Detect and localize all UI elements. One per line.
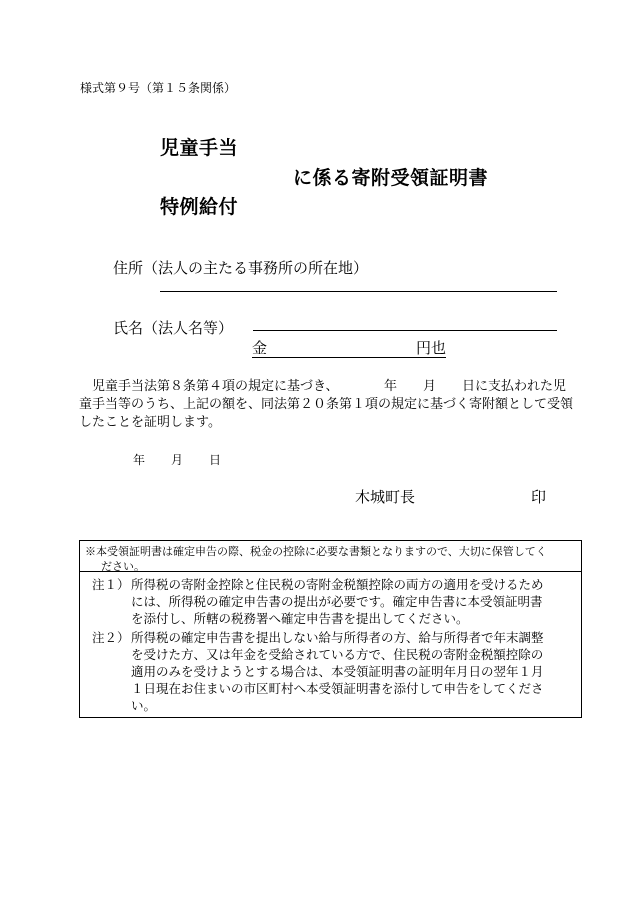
issue-date: [133, 451, 247, 468]
amount-suffix: 円也: [415, 339, 446, 357]
date-year: 年: [133, 453, 146, 467]
note-line: い。: [131, 698, 157, 713]
notes-box: [79, 540, 582, 718]
note-line: 所得税の寄附金控除と住民税の寄附金税額控除の両方の適用を受けるため: [131, 577, 544, 592]
form-number: 様式第９号（第１５条関係）: [80, 81, 237, 95]
name-line[interactable]: [253, 330, 557, 331]
address-line[interactable]: [160, 291, 557, 292]
note-label: 注１）: [92, 577, 130, 592]
note-1: [80, 576, 581, 627]
warning-line: ※本受領証明書は確定申告の際、税金の控除に必要な書類となりますので、大切に保管してく: [85, 545, 547, 558]
title-special-benefit: 特例給付: [160, 196, 239, 218]
date-day: 日: [209, 453, 222, 467]
seal-mark: 印: [531, 488, 547, 506]
note-line: には、所得税の確定申告書の提出が必要です。確定申告書に本受領証明書: [131, 594, 543, 609]
body-line: したことを証明します。: [79, 415, 221, 430]
name-label: 氏名（法人名等）: [113, 319, 234, 337]
date-month: 月: [171, 453, 184, 467]
amount-field[interactable]: [252, 339, 446, 358]
body-line: 児童手当法第８条第４項の規定に基づき、 年 月 日に支払われた児: [79, 379, 566, 394]
certification-text: [79, 378, 585, 432]
note-line: １日現在お住まいの市区町村へ本受領証明書を添付して申告をしてくださ: [131, 681, 544, 696]
note-line: 所得税の確定申告書を提出しない給与所得者の方、給与所得者で年末調整: [131, 630, 544, 645]
body-line: 童手当等のうち、上記の額を、同法第２０条第１項の規定に基づく寄附額として受領: [79, 397, 574, 412]
note-line: を受けた方、又は年金を受給されている方で、住民税の寄附金税額控除の: [131, 647, 544, 662]
note-line: 適用のみを受けようとする場合は、本受領証明書の証明年月日の翌年１月: [131, 664, 544, 679]
address-label: 住所（法人の主たる事務所の所在地）: [113, 259, 369, 277]
warning-line: ださい。: [101, 560, 145, 573]
title-child-allowance: 児童手当: [160, 137, 239, 159]
mayor-title: 木城町長: [355, 488, 416, 506]
note-line: を添付し、所轄の税務署へ確定申告書を提出してください。: [131, 611, 469, 626]
note-2: [80, 629, 581, 714]
note-label: 注２）: [92, 630, 130, 645]
amount-prefix: 金: [252, 339, 268, 357]
title-certificate: に係る寄附受領証明書: [293, 167, 489, 189]
warning-note: [80, 541, 581, 572]
